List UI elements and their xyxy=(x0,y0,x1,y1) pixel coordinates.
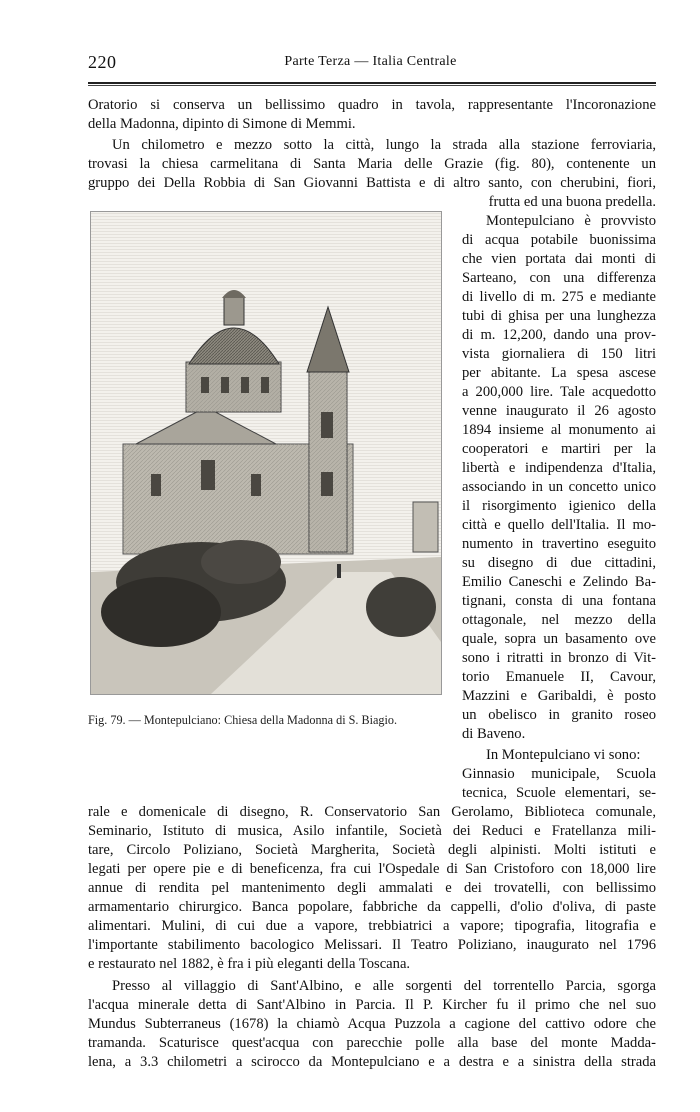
paragraph-line: Un chilometro e mezzo sotto la città, lungo la strada alla stazione ferroviaria, xyxy=(112,137,656,153)
figure-caption: Fig. 79. — Montepulciano: Chiesa della Madonna di S. Biagio. xyxy=(88,713,398,727)
paragraph-line: di acqua potabile buonissima xyxy=(462,232,656,248)
paragraph-line: Emilio Caneschi e Zelindo Ba- xyxy=(462,574,656,590)
paragraph-line: Oratorio si conserva un bellissimo quadro in tavola, rappresentante l'Incoronazione xyxy=(88,97,656,113)
paragraph-line: un obelisco in granito roseo xyxy=(462,707,656,723)
paragraph-line: Montepulciano è provvisto xyxy=(486,213,656,229)
paragraph-line: vista giornaliera di 150 litri xyxy=(462,346,656,362)
paragraph-line: il risorgimento igienico della xyxy=(462,498,656,514)
church-engraving xyxy=(91,212,441,694)
header-rule xyxy=(88,82,656,84)
paragraph-line: tecnica, Scuole elementari, se- xyxy=(462,785,656,801)
paragraph-line: e restaurato nel 1882, è fra i più eleganti della Toscana. xyxy=(88,956,411,972)
paragraph-line: a 200,000 lire. Tale acquedotto xyxy=(462,384,656,400)
paragraph-line: associando in un concetto unico xyxy=(462,479,656,495)
paragraph-line: quale, sopra un basamento ove xyxy=(462,631,656,647)
paragraph-line: tubi di ghisa per una lunghezza xyxy=(462,308,656,324)
paragraph-line: annue di rendita pel mantenimento degli ammalati e dei trovatelli, con bellissimo xyxy=(88,880,656,896)
paragraph-line: per abitante. La spesa ascese xyxy=(462,365,656,381)
paragraph-line: ottagonale, nel mezzo della xyxy=(462,612,656,628)
paragraph-line: Sarteano, con una differenza xyxy=(462,270,656,286)
paragraph-line: Seminario, Istituto di musica, Asilo infantile, Società dei Reduci e Fratellanza mili- xyxy=(88,823,656,839)
paragraph-line: gruppo dei Della Robbia di San Giovanni Battista e di altro santo, con cherubini, fiori, xyxy=(88,175,656,191)
page-header xyxy=(88,52,653,78)
paragraph-line: tare, Circolo Poliziano, Società Margherita, Società degli alpinisti. Molti istituti e xyxy=(88,842,656,858)
paragraph-line: rale e domenicale di disegno, R. Conservatorio San Gerolamo, Biblioteca comunale, xyxy=(88,804,656,820)
paragraph-line: tramanda. Scaturisce quest'acqua con parecchie polle alla base del monte Madda- xyxy=(88,1035,656,1051)
paragraph-line: trovasi la chiesa carmelitana di Santa Maria delle Grazie (fig. 80), contenente un xyxy=(88,156,656,172)
paragraph-line: città e quello dell'Italia. Il mo- xyxy=(462,517,656,533)
paragraph-line: lena, a 3.3 chilometri a scirocco da Montepulciano e a destra e a sinistra della strada xyxy=(88,1054,656,1070)
paragraph-line: sono i ritratti in bronzo di Vit- xyxy=(462,650,656,666)
paragraph-line: Presso al villaggio di Sant'Albino, e alle sorgenti del torrentello Parcia, sgorga xyxy=(112,978,656,994)
paragraph-line: In Montepulciano vi sono: xyxy=(486,747,641,763)
paragraph-line: venne inaugurato il 26 agosto xyxy=(462,403,656,419)
paragraph-line: cooperatori e martiri per la xyxy=(462,441,656,457)
paragraph-line: di m. 12,200, dando una prov- xyxy=(462,327,656,343)
paragraph-line: di livello di m. 275 e mediante xyxy=(462,289,656,305)
paragraph-line: Ginnasio municipale, Scuola xyxy=(462,766,656,782)
paragraph-line: libertà e indipendenza d'Italia, xyxy=(462,460,656,476)
paragraph-line: tignani, consta di una fontana xyxy=(462,593,656,609)
paragraph-line: della Madonna, dipinto di Simone di Memmi. xyxy=(88,116,356,132)
paragraph-line: Mundus Subterraneus (1678) la chiamò Acqua Puzzola a cagione del cattivo odore che xyxy=(88,1016,656,1032)
paragraph-line: frutta ed una buona predella. xyxy=(488,194,656,210)
paragraph-line: alimentari. Mulini, di cui due a vapore, trebbiatrici a vapore; tipografia, litografia e xyxy=(88,918,656,934)
page-number: 220 xyxy=(88,52,117,72)
paragraph-line: l'acqua minerale detta di Sant'Albino in Parcia. Il P. Kircher fu il primo che nel suo xyxy=(88,997,656,1013)
paragraph-line: che vien portata dai monti di xyxy=(462,251,656,267)
running-head: Parte Terza — Italia Centrale xyxy=(284,54,457,69)
paragraph-line: di Baveno. xyxy=(462,726,526,742)
paragraph-line: l'importante stabilimento bacologico Melissari. Il Teatro Poliziano, inaugurato nel 1796 xyxy=(88,937,656,953)
church-illustration xyxy=(90,211,442,695)
paragraph-line: armamentario chirurgico. Banca popolare, fabbriche da cappelli, d'olio d'oliva, di paste xyxy=(88,899,656,915)
paragraph-line: Mazzini e Garibaldi, è posto xyxy=(462,688,656,704)
paragraph-line: legati per opere pie e di beneficenza, fra cui l'Ospedale di San Cristoforo con 18,000 lire xyxy=(88,861,656,877)
paragraph-line: 1894 insieme al monumento ai xyxy=(462,422,656,438)
paragraph-line: numento in travertino eseguito xyxy=(462,536,656,552)
paragraph-line: torio Emanuele II, Cavour, xyxy=(462,669,656,685)
paragraph-line: su disegno di due cittadini, xyxy=(462,555,656,571)
header-rule-thin xyxy=(88,85,656,86)
